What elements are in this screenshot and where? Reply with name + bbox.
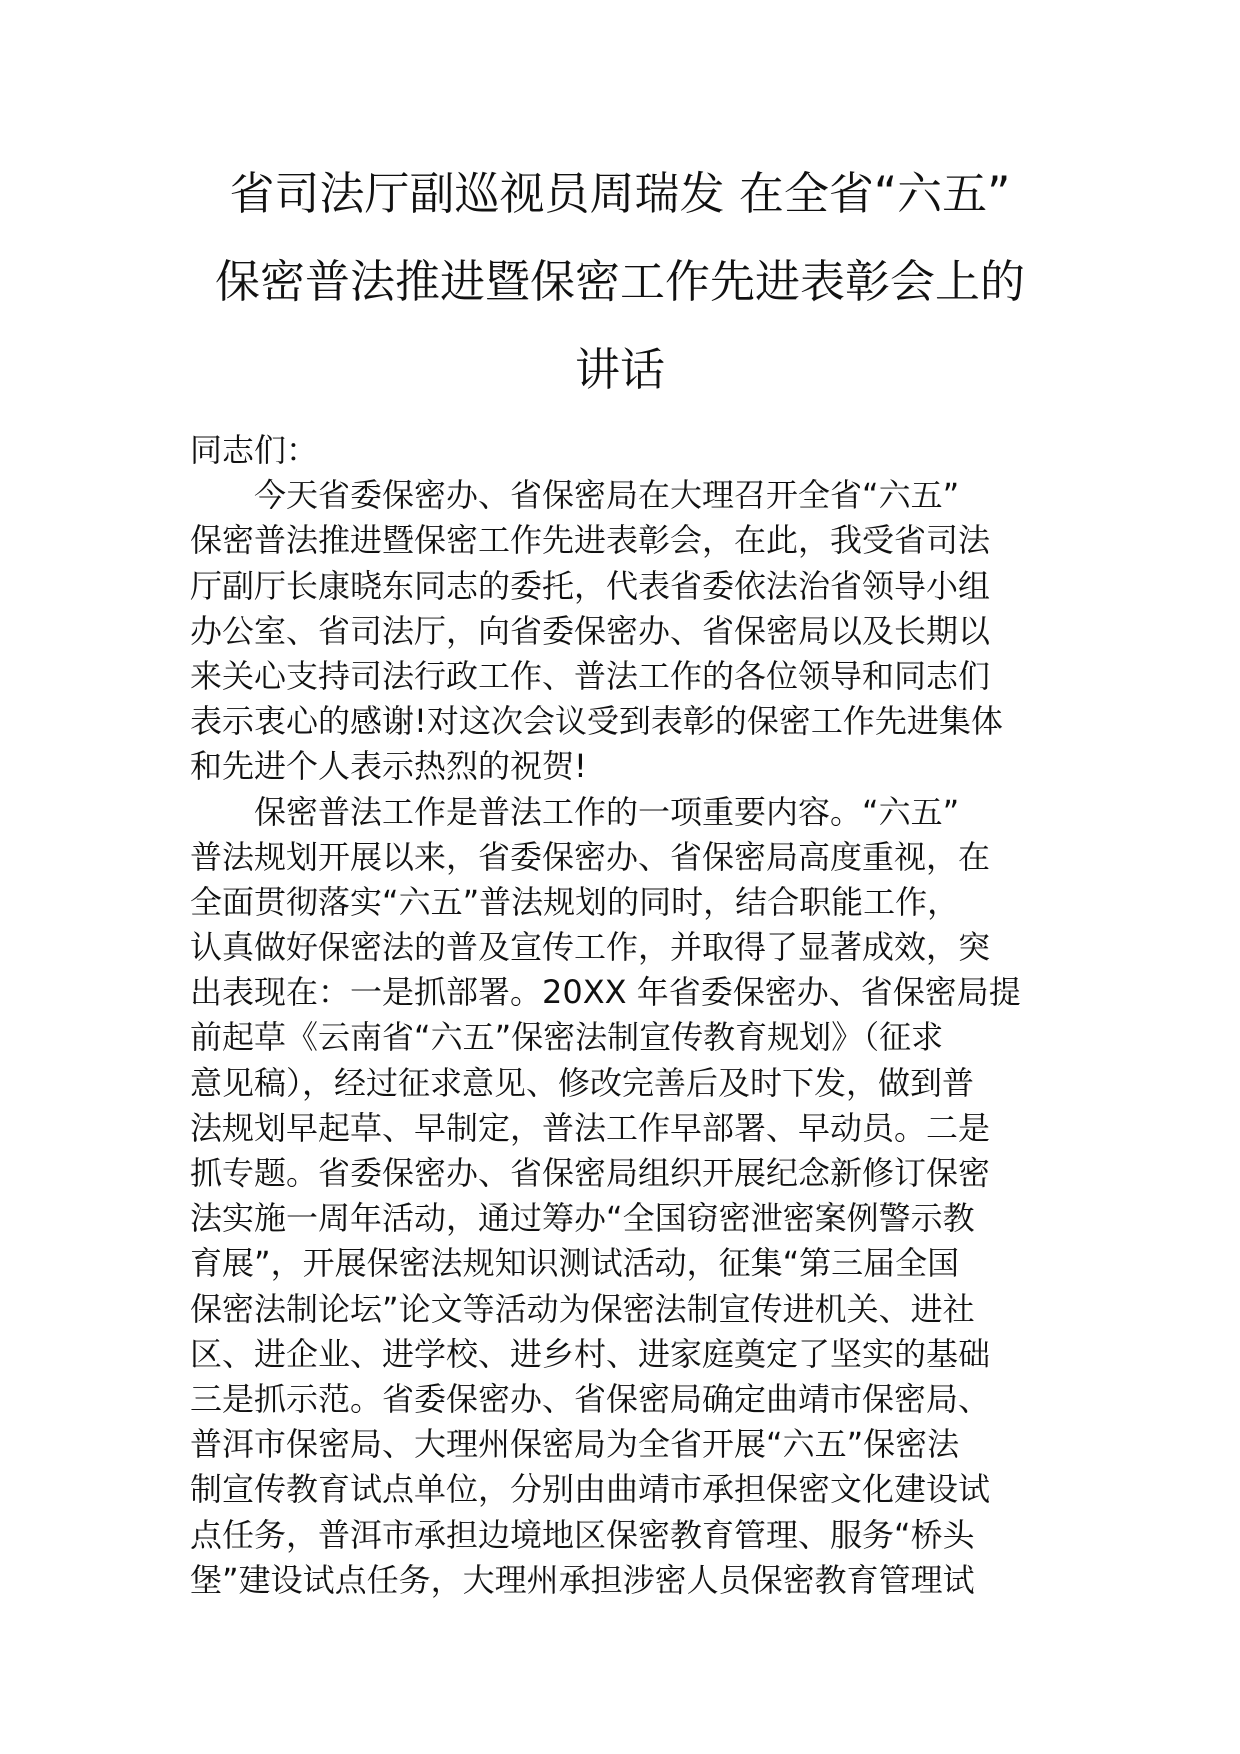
title-line: 保密普法推进暨保密工作先进表彰会上的 bbox=[214, 255, 1025, 308]
text-line: 今天省委保密办、省保密局在大理召开全省“六五” bbox=[254, 476, 960, 515]
paragraph-2 bbox=[190, 790, 1060, 1603]
text-line: 三是抓示范。省委保密办、省保密局确定曲靖市保密局、 bbox=[190, 1379, 991, 1418]
text-line: 和先进个人表示热烈的祝贺! bbox=[190, 747, 587, 786]
document-title bbox=[150, 150, 1090, 414]
salutation: 同志们： bbox=[190, 431, 319, 469]
text-line: 普法规划开展以来，省委保密办、省保密局高度重视，在 bbox=[190, 837, 991, 876]
text-line: 点任务，普洱市承担边境地区保密教育管理、服务“桥头 bbox=[190, 1515, 975, 1554]
document-body bbox=[190, 428, 1060, 1603]
text-line: 法规划早起草、早制定，普法工作早部署、早动员。二是 bbox=[190, 1108, 991, 1147]
text-line: 厅副厅长康晓东同志的委托，代表省委依法治省领导小组 bbox=[190, 566, 991, 605]
text-line: 认真做好保密法的普及宣传工作，并取得了显著成效，突 bbox=[190, 928, 991, 967]
title-line: 省司法厅副巡视员周瑞发 在全省“六五” bbox=[229, 167, 1011, 220]
text-line: 制宣传教育试点单位，分别由曲靖市承担保密文化建设试 bbox=[190, 1470, 991, 1509]
text-line: 前起草《云南省“六五”保密法制宣传教育规划》（征求 bbox=[190, 1018, 944, 1057]
text-line: 普洱市保密局、大理州保密局为全省开展“六五”保密法 bbox=[190, 1425, 960, 1464]
text-line: 法实施一周年活动，通过筹办“全国窃密泄密案例警示教 bbox=[190, 1199, 975, 1238]
text-line: 出表现在：一是抓部署。20XX 年省委保密办、省保密局提 bbox=[190, 973, 1021, 1012]
title-line: 讲话 bbox=[574, 343, 665, 396]
text-line: 办公室、省司法厅，向省委保密办、省保密局以及长期以 bbox=[190, 611, 991, 650]
text-line: 全面贯彻落实“六五”普法规划的同时，结合职能工作， bbox=[190, 882, 960, 921]
text-line: 区、进企业、进学校、进乡村、进家庭奠定了坚实的基础 bbox=[190, 1334, 991, 1373]
text-line: 抓专题。省委保密办、省保密局组织开展纪念新修订保密 bbox=[190, 1154, 991, 1192]
text-line: 表示衷心的感谢!对这次会议受到表彰的保密工作先进集体 bbox=[190, 702, 1003, 741]
paragraph-1 bbox=[190, 473, 1060, 789]
text-line: 来关心支持司法行政工作、普法工作的各位领导和同志们 bbox=[190, 656, 991, 695]
text-line: 堡”建设试点任务，大理州承担涉密人员保密教育管理试 bbox=[190, 1560, 975, 1599]
text-line: 保密普法工作是普法工作的一项重要内容。“六五” bbox=[254, 792, 960, 831]
text-line: 育展”，开展保密法规知识测试活动，征集“第三届全国 bbox=[190, 1244, 960, 1283]
text-line: 保密法制论坛”论文等活动为保密法制宣传进机关、进社 bbox=[190, 1289, 975, 1328]
text-line: 意见稿），经过征求意见、修改完善后及时下发，做到普 bbox=[190, 1063, 975, 1102]
text-line: 保密普法推进暨保密工作先进表彰会，在此，我受省司法 bbox=[190, 521, 991, 560]
